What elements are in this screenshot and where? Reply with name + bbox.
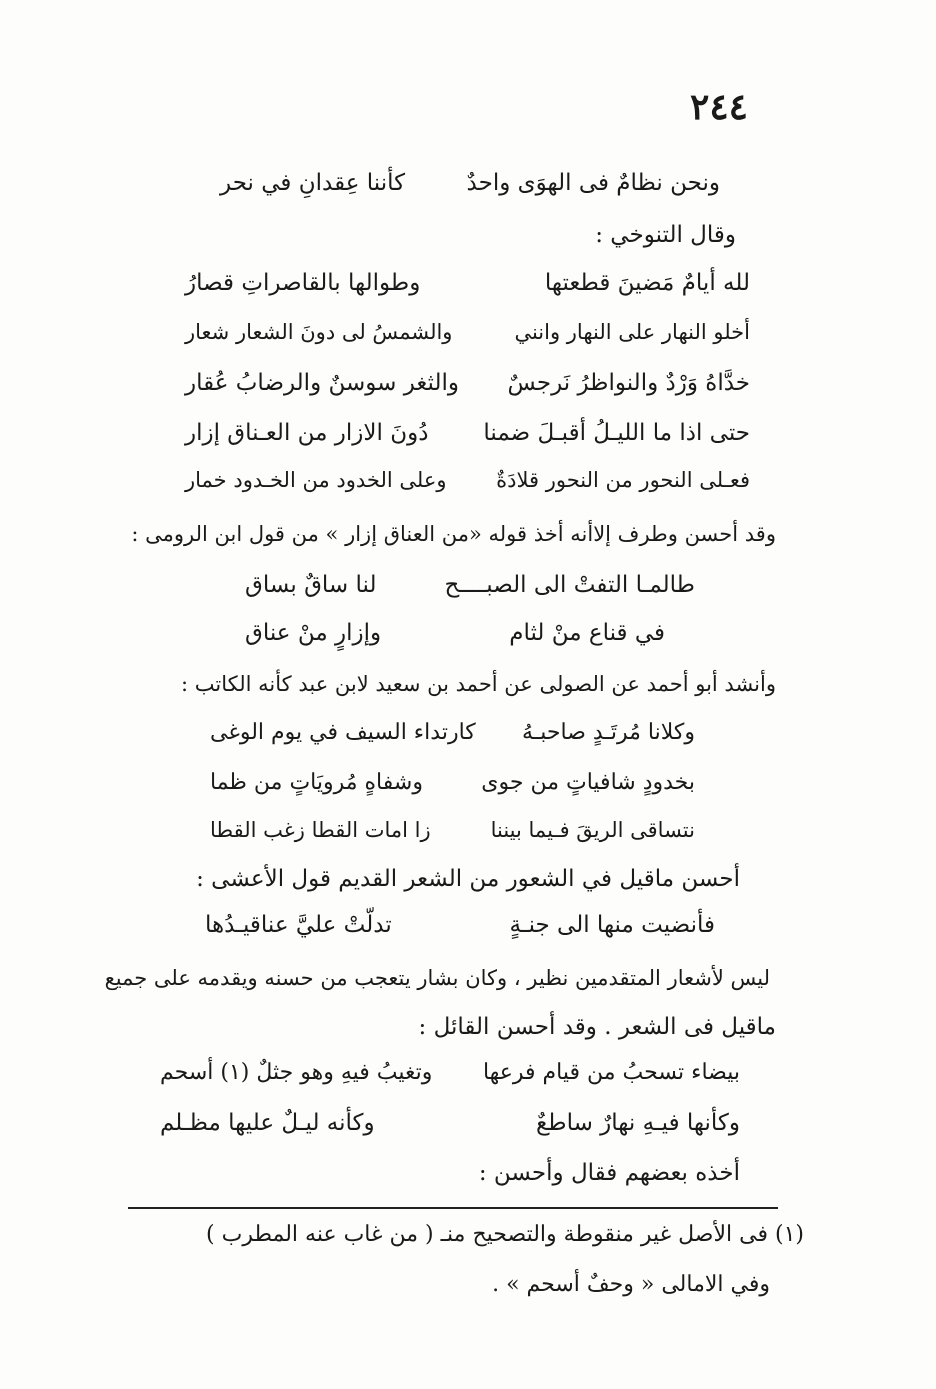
verse-first-hemistich: حتى اذا ما الليـلُ أقبـلَ ضمنا xyxy=(483,420,750,446)
prose-line: وقال التنوخي : xyxy=(595,222,736,248)
verse-second-hemistich: وطوالها بالقاصراتِ قصارُ xyxy=(185,270,421,296)
verse-first-hemistich: أخلو النهار على النهار وانني xyxy=(514,320,750,344)
verse-first-hemistich: فأنضيت منها الى جنـةٍ xyxy=(509,912,715,938)
verse-first-hemistich: بخدودٍ شافياتٍ من جوى xyxy=(481,770,695,795)
verse-first-hemistich: في قناع منْ لثام xyxy=(509,620,665,646)
footnote-line: (١) فى الأصل غير منقوطة والتصحيح منـ ( من غاب عنه المطرب ) xyxy=(206,1222,804,1247)
verse-second-hemistich: زا امات القطا زغب القطا xyxy=(210,818,431,842)
verse-second-hemistich: تدلّتْ عليَّ عناقيـدُها xyxy=(205,912,392,938)
verse-second-hemistich: كأننا عِقدانِ في نحر xyxy=(220,170,406,196)
verse-first-hemistich: فعـلى النحور من النحور قلادَةٌ xyxy=(496,468,750,492)
footnote-divider xyxy=(128,1207,778,1209)
verse-line xyxy=(185,420,750,454)
verse-line xyxy=(205,912,715,946)
verse-first-hemistich: وكلانا مُرتَـدٍ صاحبـهُ xyxy=(522,720,695,745)
verse-line xyxy=(210,720,695,754)
verse-second-hemistich: وإزارٍ منْ عناق xyxy=(245,620,382,646)
prose-line: ماقيل فى الشعر . وقد أحسن القائل : xyxy=(418,1014,776,1040)
verse-line xyxy=(220,170,720,204)
verse-second-hemistich: وشفاهٍ مُرويَاتٍ من ظما xyxy=(210,770,423,795)
verse-second-hemistich: والثغر سوسنٌ والرضابُ عُقار xyxy=(185,370,459,396)
verse-line xyxy=(185,468,750,502)
prose-line: وأنشد أبو أحمد عن الصولى عن أحمد بن سعيد لابن عبد كأنه الكاتب : xyxy=(181,672,776,696)
verse-first-hemistich: ونحن نظامٌ فى الهوَى واحدٌ xyxy=(466,170,720,196)
verse-line xyxy=(210,770,695,804)
verse-line xyxy=(185,370,750,404)
verse-first-hemistich: لله أيامٌ مَضينَ قطعتها xyxy=(544,270,750,296)
verse-first-hemistich: طالمـا التفتْ الى الصبــــح xyxy=(444,572,695,598)
prose-line: ليس لأشعار المتقدمين نظير ، وكان بشار يتعجب من حسنه ويقدمه على جميع xyxy=(104,966,770,990)
verse-line xyxy=(245,620,665,654)
verse-second-hemistich: كارتداء السيف في يوم الوغى xyxy=(210,720,476,745)
verse-line xyxy=(185,270,750,304)
prose-line: أحسن ماقيل في الشعور من الشعر القديم قول الأعشى : xyxy=(196,866,740,892)
verse-line xyxy=(185,320,750,354)
verse-second-hemistich: لنا ساقٌ بساق xyxy=(245,572,377,598)
verse-line xyxy=(245,572,695,606)
verse-line xyxy=(210,818,695,852)
page-number: ٢٤٤ xyxy=(690,86,749,128)
verse-first-hemistich: بيضاء تسحبُ من قيام فرعها xyxy=(482,1060,740,1085)
verse-first-hemistich: خدَّاهُ وَرْدٌ والنواظرُ نَرجسٌ xyxy=(507,370,750,396)
verse-first-hemistich: نتساقى الريقَ فـيما بيننا xyxy=(490,818,695,842)
verse-first-hemistich: وكأنها فيـهِ نهارٌ ساطعٌ xyxy=(536,1110,740,1136)
verse-second-hemistich: دُونَ الازار من العـناق إزار xyxy=(185,420,429,446)
verse-line xyxy=(160,1110,740,1144)
prose-line: أخذه بعضهم فقال وأحسن : xyxy=(478,1160,740,1186)
verse-second-hemistich: وتغيبُ فيهِ وهو جثلٌ (١) أسحم xyxy=(160,1060,433,1085)
verse-line xyxy=(160,1060,740,1094)
verse-second-hemistich: وكأنه ليـلٌ عليها مظـلم xyxy=(160,1110,375,1136)
verse-second-hemistich: والشمسُ لى دونَ الشعار شعار xyxy=(185,320,453,344)
footnote-line: وفي الامالى « وحفٌ أسحم » . xyxy=(492,1272,770,1297)
prose-line: وقد أحسن وطرف إلاأنه أخذ قوله «من العناق إزار » من قول ابن الرومى : xyxy=(131,522,776,546)
verse-second-hemistich: وعلى الخدود من الخـدود خمار xyxy=(185,468,447,492)
